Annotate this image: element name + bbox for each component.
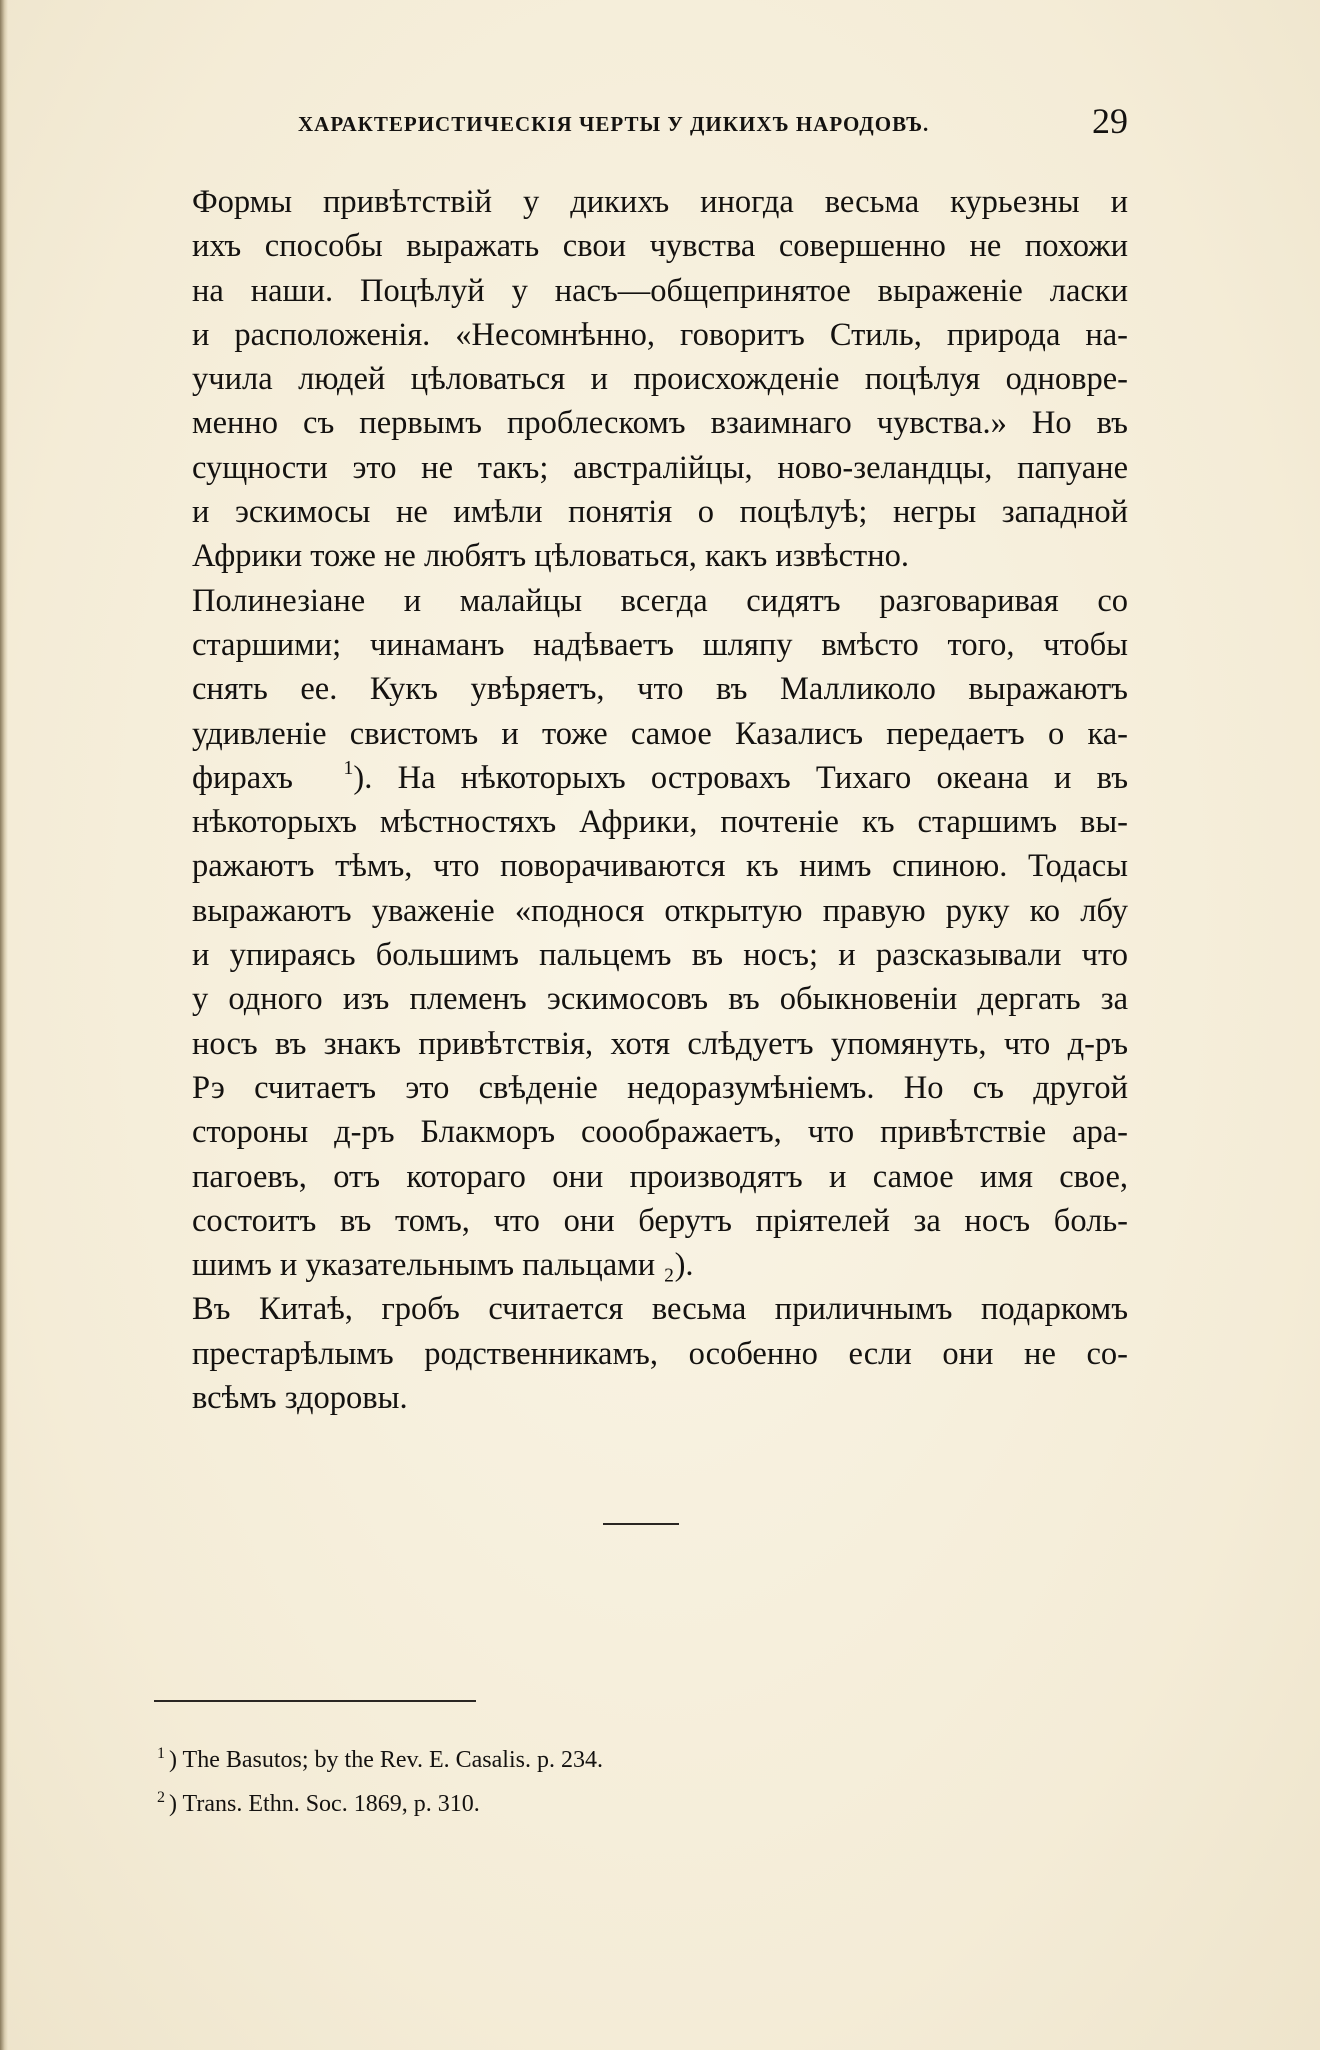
footnote-mark: 1: [157, 1745, 165, 1762]
text-line: стороны д-ръ Блакморъ сооображаетъ, что привѣтствіе ара-: [192, 1114, 1128, 1151]
text-line-with-footnote: [192, 1243, 1128, 1287]
text-line: нѣкоторыхъ мѣстностяхъ Африки, почтеніе къ старшимъ вы-: [192, 804, 1128, 841]
footnote-ref-2: ₂).: [655, 1247, 694, 1284]
text-line: удивленіе свистомъ и тоже самое Казалисъ передаетъ о ка-: [192, 715, 1128, 752]
text-line: на наши. Поцѣлуй у насъ—общепринятое выраженіе ласки: [192, 272, 1128, 309]
text-line: сущности это не такъ; австралійцы, ново-зеландцы, папуане: [192, 449, 1128, 486]
section-divider: [603, 1523, 679, 1525]
text-line: ихъ способы выражать свои чувства совершенно не похожи: [192, 228, 1128, 265]
text-line: старшими; чинаманъ надѣваетъ шляпу вмѣсто того, чтобы: [192, 626, 1128, 663]
footnote-text: ) Trans. Ethn. Soc. 1869, p. 310.: [169, 1791, 480, 1817]
footnote-2: [157, 1779, 603, 1823]
text-segment: шимъ и указательнымъ пальцами: [192, 1247, 656, 1284]
text-line: и расположенія. «Несомнѣнно, говоритъ Стиль, природа на-: [192, 316, 1128, 353]
footnote-divider: [154, 1700, 476, 1702]
page-binding-edge: [0, 0, 8, 2050]
text-line: всѣмъ здоровы.: [192, 1380, 408, 1417]
text-line: престарѣлымъ родственникамъ, особенно если они не со-: [192, 1335, 1128, 1372]
text-line: ражаютъ тѣмъ, что поворачиваются къ нимъ спиною. Тодасы: [192, 848, 1128, 885]
paragraph-greetings: [192, 180, 1128, 579]
text-segment: ). На нѣкоторыхъ островахъ Тихаго океана и въ: [353, 759, 1129, 796]
footnote-1: [157, 1735, 603, 1779]
page-number: 29: [1092, 101, 1128, 141]
text-line: пагоевъ, отъ котораго они производятъ и самое имя свое,: [192, 1158, 1128, 1195]
footnotes: [157, 1735, 603, 1823]
text-line: учила людей цѣловаться и происхожденіе поцѣлуя одновре-: [192, 361, 1128, 398]
text-line: выражаютъ уваженіе «поднося открытую правую руку ко лбу: [192, 892, 1128, 929]
text-line-with-footnote: [192, 756, 1128, 800]
running-title: ХАРАКТЕРИСТИЧЕСКІЯ ЧЕРТЫ У ДИКИХЪ НАРОДОВЪ.: [298, 112, 930, 136]
text-line: менно съ первымъ проблескомъ взаимнаго чувства.» Но въ: [192, 405, 1128, 442]
text-line: Полинезіане и малайцы всегда сидятъ разговаривая со: [192, 582, 1128, 619]
text-line: у одного изъ племенъ эскимосовъ въ обыкновеніи дергать за: [192, 981, 1128, 1018]
body-text: [192, 180, 1128, 1420]
footnote-mark: 2: [157, 1789, 165, 1806]
paragraph-customs: [192, 579, 1128, 1288]
text-line: снять ее. Кукъ увѣряетъ, что въ Малликоло выражаютъ: [192, 671, 1128, 708]
text-line: состоитъ въ томъ, что они берутъ пріятелей за носъ боль-: [192, 1202, 1128, 1239]
text-line: Формы привѣтствій у дикихъ иногда весьма курьезны и: [192, 184, 1128, 220]
text-line: носъ въ знакъ привѣтствія, хотя слѣдуетъ упомянуть, что д-ръ: [192, 1025, 1128, 1062]
text-line: и упираясь большимъ пальцемъ въ носъ; и разсказывали что: [192, 937, 1128, 974]
text-line: и эскимосы не имѣли понятія о поцѣлуѣ; негры западной: [192, 494, 1128, 531]
text-line: Африки тоже не любятъ цѣловаться, какъ извѣстно.: [192, 538, 909, 575]
paragraph-china: [192, 1287, 1128, 1420]
footnote-text: ) The Basutos; by the Rev. E. Casalis. p. 234.: [169, 1747, 603, 1773]
text-line: Рэ считаетъ это свѣденіе недоразумѣніемъ. Но съ другой: [192, 1069, 1128, 1106]
text-line: Въ Китаѣ, гробъ считается весьма приличнымъ подаркомъ: [192, 1291, 1128, 1328]
text-segment: фирахъ: [192, 759, 293, 796]
footnote-ref-1: 1: [343, 756, 354, 779]
